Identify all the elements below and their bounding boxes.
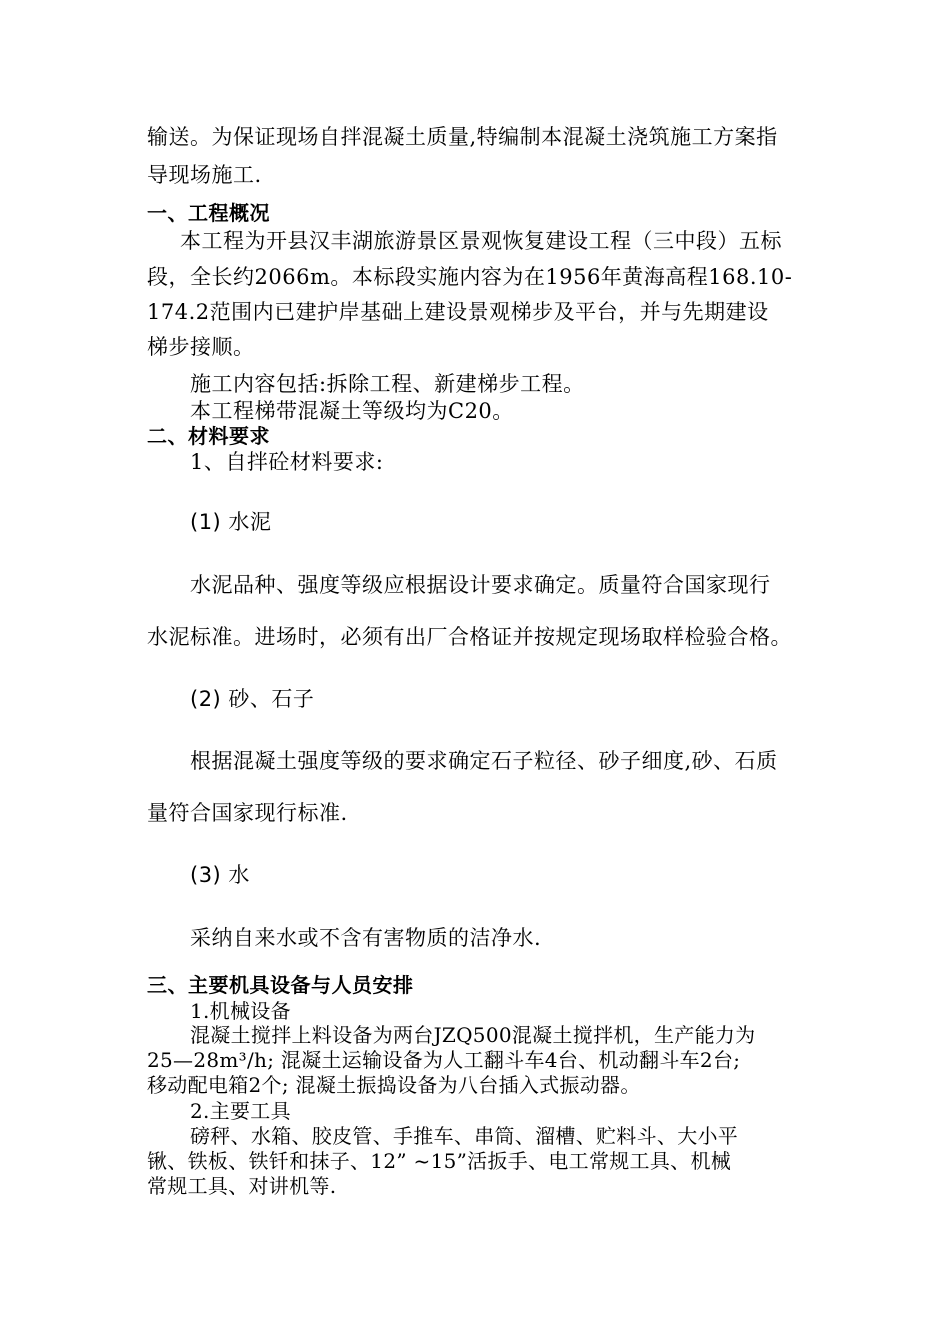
section-heading: 三、主要机具设备与人员安排 <box>147 973 414 997</box>
paragraph-line: 移动配电箱2个; 混凝土振捣设备为八台插入式振动器。 <box>147 1073 641 1097</box>
paragraph-line: 导现场施工. <box>147 163 262 187</box>
paragraph-line: 磅秤、水箱、胶皮管、手推车、串筒、溜槽、贮料斗、大小平 <box>190 1124 739 1148</box>
subheading: (2) 砂、石子 <box>190 687 315 711</box>
paragraph-line: 根据混凝土强度等级的要求确定石子粒径、砂子细度,砂、石质 <box>190 749 778 773</box>
section-heading: 二、材料要求 <box>147 424 270 448</box>
paragraph-line: 段，全长约2066m。本标段实施内容为在1956年黄海高程168.10- <box>147 265 793 289</box>
paragraph-line: 混凝土搅拌上料设备为两台JZQ500混凝土搅拌机，生产能力为 <box>190 1023 756 1047</box>
subheading: (1) 水泥 <box>190 510 272 534</box>
paragraph-line: 梯步接顺。 <box>147 335 255 359</box>
paragraph-line: 1.机械设备 <box>190 999 291 1023</box>
paragraph-line: 采纳自来水或不含有害物质的洁净水. <box>190 926 542 950</box>
paragraph-line: 锹、铁板、铁钎和抹子、12” ~15”活扳手、电工常规工具、机械 <box>147 1149 732 1173</box>
paragraph-line: 输送。为保证现场自拌混凝土质量,特编制本混凝土浇筑施工方案指 <box>147 125 778 149</box>
paragraph-line: 174.2范围内已建护岸基础上建设景观梯步及平台，并与先期建设 <box>147 300 769 324</box>
paragraph-line: 水泥品种、强度等级应根据设计要求确定。质量符合国家现行 <box>190 573 771 597</box>
paragraph-line: 25—28m³/h; 混凝土运输设备为人工翻斗车4台、机动翻斗车2台; <box>147 1048 741 1072</box>
paragraph-line: 1、自拌砼材料要求: <box>190 450 384 474</box>
paragraph-line: 水泥标准。进场时，必须有出厂合格证并按规定现场取样检验合格。 <box>147 625 792 649</box>
subheading: (3) 水 <box>190 863 250 887</box>
paragraph-line: 2.主要工具 <box>190 1099 291 1123</box>
paragraph-line: 量符合国家现行标准. <box>147 801 348 825</box>
paragraph-line: 常规工具、对讲机等. <box>147 1174 337 1198</box>
paragraph-line: 施工内容包括:拆除工程、新建梯步工程。 <box>190 372 585 396</box>
section-heading: 一、工程概况 <box>147 201 270 225</box>
paragraph-line: 本工程梯带混凝土等级均为C20。 <box>190 399 514 423</box>
paragraph-line: 本工程为开县汉丰湖旅游景区景观恢复建设工程（三中段）五标 <box>180 229 782 253</box>
